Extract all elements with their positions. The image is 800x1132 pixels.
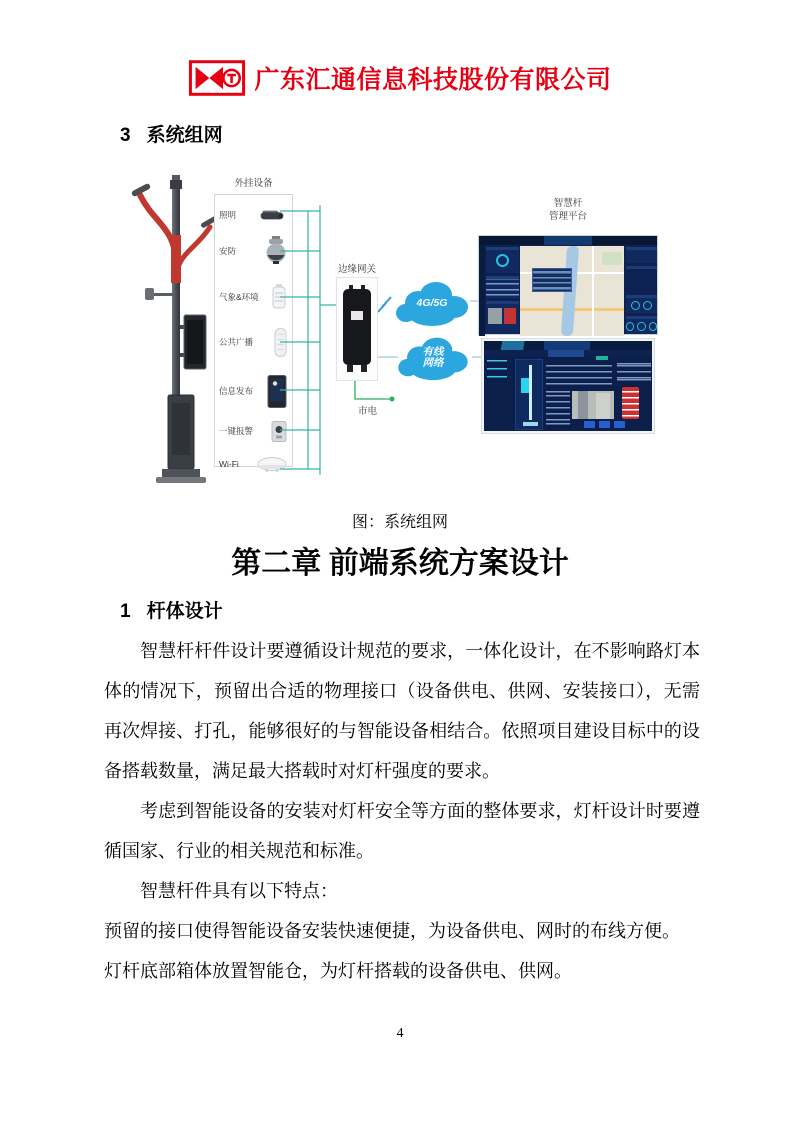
paragraph: 灯杆底部箱体放置智能仓，为灯杆搭载的设备供电、供网。 [104, 961, 572, 981]
company-name: 广东汇通信息科技股份有限公司 [254, 66, 612, 94]
platform-label-line1: 智慧杆 [553, 198, 583, 209]
dashboard-panel-stats [486, 276, 519, 298]
system-networking-figure [130, 165, 660, 495]
dashboard-right-gauges-2 [626, 316, 657, 334]
cloud-wired-label [423, 347, 444, 369]
street-light-icon [257, 208, 287, 222]
company-logo-icon [188, 60, 246, 96]
page-number: 4 [396, 1026, 404, 1041]
action-button [596, 356, 608, 360]
info-table [546, 361, 612, 387]
gauge-icon [631, 301, 640, 310]
device-tree [487, 360, 513, 430]
button [584, 421, 595, 428]
section-3-number: 3 [120, 125, 131, 146]
map-popup [532, 268, 572, 292]
dashboard-right-panel-2 [626, 266, 657, 292]
pole-graphic [529, 365, 532, 420]
info-table-2 [546, 391, 570, 427]
device-label: 信息发布 [219, 386, 254, 396]
platform-label [508, 197, 628, 223]
paragraph: 预留的接口使得智能设备安装快速便捷，为设备供电、网时的布线方便。 [104, 921, 680, 941]
bottom-buttons [584, 421, 644, 429]
device-row-weather [215, 280, 292, 314]
cloud-wired-line2: 网络 [422, 357, 444, 369]
gauge-icon [649, 322, 657, 331]
figure-caption: 图：系统组网 [351, 514, 448, 531]
smart-pole-photo [130, 165, 222, 495]
cloud-4g5g-label: 4G/5G [416, 296, 448, 309]
cloud-wired-line1: 有线 [422, 346, 444, 358]
paragraph: 考虑到智能设备的安装对灯杆安全等方面的整体要求，灯杆设计时要遵循国家、行业的相关规范和标准。 [104, 801, 700, 861]
dashboard-right-panel-1 [626, 247, 657, 263]
device-row-wifi [215, 451, 292, 477]
device-label: 一键报警 [219, 426, 254, 436]
cloud-wired-network [394, 329, 472, 383]
device-label: 安防 [219, 246, 237, 256]
chapter-heading: 第二章 前端系统方案设计 [231, 547, 569, 580]
camera-feed-detail [578, 391, 588, 419]
right-info-panel [617, 361, 651, 383]
wifi-ap-icon [257, 456, 287, 473]
devices-panel [214, 194, 293, 467]
gateway-label: 边缘网关 [337, 264, 376, 275]
devices-panel-title: 外挂设备 [234, 178, 273, 189]
alarm-box-icon [271, 420, 287, 443]
paragraph: 智慧杆杆件设计要遵循设计规范的要求，一体化设计，在不影响路灯本体的情况下，预留出合适的物理接口（设备供电、供网、安装接口），无需再次焊接、打孔，能够很好的与智能设备相结合。依照项目建设目标中的设备搭载数量，满足最大搭载时对灯杆强度的要求。 [104, 641, 700, 781]
pole-base-graphic [523, 422, 538, 426]
device-label: Wi-Fi [219, 459, 239, 469]
dashboard-panel-cameras [486, 301, 519, 334]
dashboard-panel-gauge [486, 247, 519, 273]
device-row-lighting [215, 204, 292, 226]
section-1-number: 1 [120, 601, 131, 622]
button [599, 421, 610, 428]
dashboard-subheader [484, 350, 652, 357]
paragraph: 智慧杆件具有以下特点： [140, 881, 338, 901]
section-1-heading [120, 596, 800, 623]
speaker-icon [274, 327, 287, 358]
dome-camera-icon [265, 235, 287, 267]
pole-illustration-panel [515, 359, 543, 430]
body-text [104, 631, 700, 991]
device-label: 气象&环境 [219, 292, 259, 302]
camera-feed [572, 391, 614, 419]
device-row-information [215, 371, 292, 411]
device-label: 公共广播 [219, 337, 254, 347]
section-1-title: 杆体设计 [146, 601, 223, 622]
display-screen-icon [267, 373, 287, 410]
button [614, 421, 625, 428]
platform-screenshot-pole-detail [482, 339, 654, 433]
company-logo [0, 0, 800, 96]
section-3-heading [120, 120, 800, 147]
alarm-panel [622, 387, 639, 419]
camera-feed-detail [596, 393, 610, 419]
section-3-title: 系统组网 [146, 125, 223, 146]
pole-screen-graphic [521, 378, 529, 393]
mains-power-label: 市电 [358, 406, 378, 417]
dashboard-right-gauges-1 [626, 295, 657, 313]
cloud-4g5g [392, 273, 472, 329]
platform-screenshot-map [478, 235, 658, 335]
device-row-alarm [215, 417, 292, 445]
gauge-icon [643, 301, 652, 310]
device-row-broadcast [215, 326, 292, 358]
gauge-icon [496, 254, 509, 267]
gateway-device-icon [341, 285, 373, 373]
dashboard-left-rail [479, 245, 485, 336]
device-row-security [215, 232, 292, 270]
weather-sensor-icon [271, 283, 287, 311]
alert-thumbnail [504, 308, 516, 324]
platform-label-line2: 管理平台 [548, 211, 587, 222]
camera-thumbnail [488, 308, 502, 324]
map-area [520, 246, 624, 336]
dashboard-header [484, 341, 652, 350]
device-label: 照明 [219, 210, 237, 220]
gauge-icon [626, 322, 634, 331]
dashboard-header [479, 236, 657, 245]
gauge-icon [637, 322, 645, 331]
